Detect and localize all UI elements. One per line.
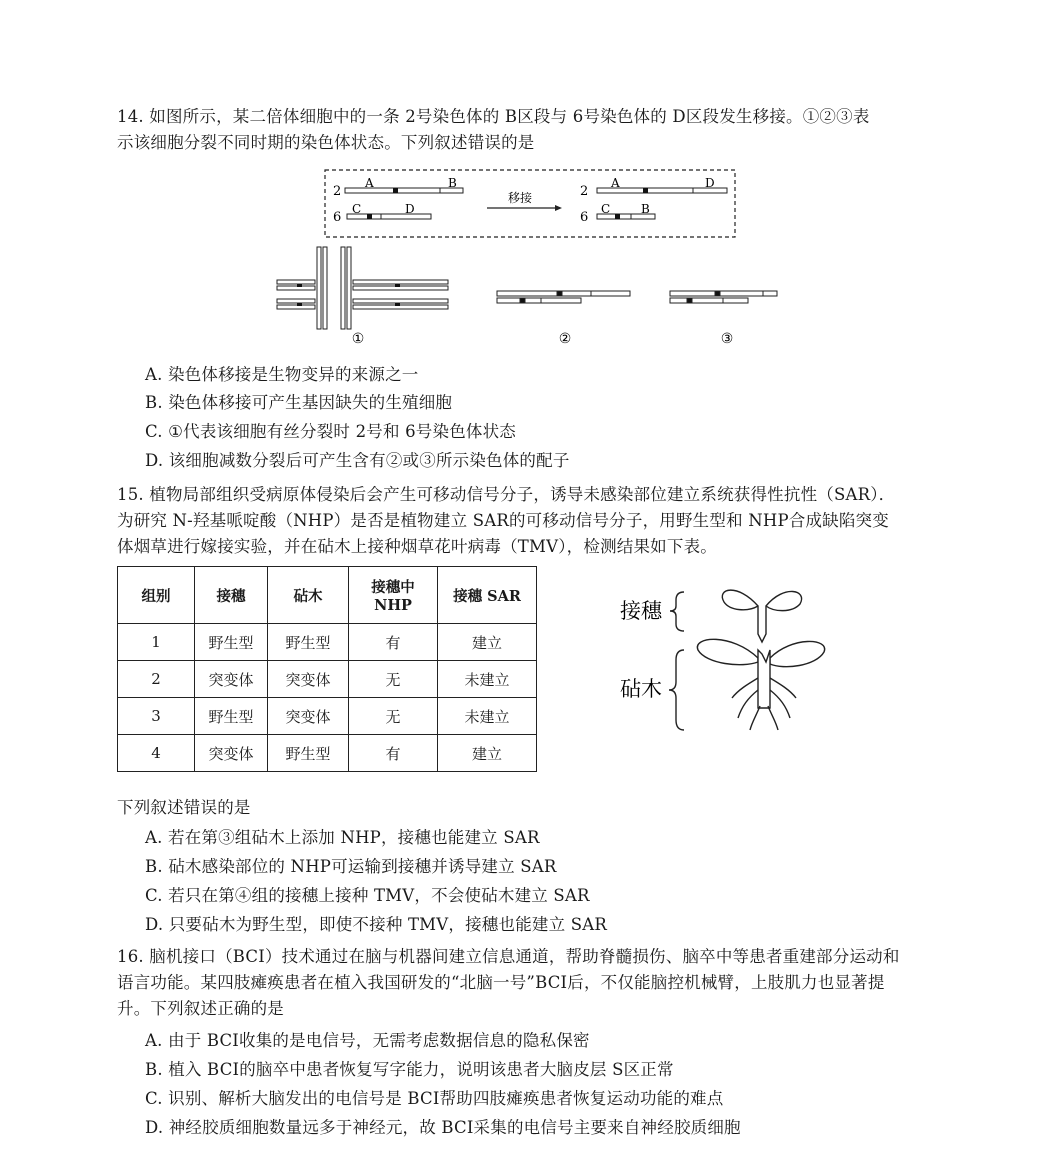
q16-option-d[interactable]: D. 神经胶质细胞数量远多于神经元，故 BCI采集的电信号主要来自神经胶质细胞	[145, 1118, 741, 1137]
table-row	[118, 624, 537, 661]
grafting-results-table	[117, 566, 537, 772]
cell-group: 2	[118, 661, 195, 698]
q16-option-a[interactable]: A. 由于 BCI收集的是电信号，无需考虑数据信息的隐私保密	[145, 1031, 590, 1050]
cell-sar: 未建立	[438, 698, 537, 735]
stage-2-chromosomes	[497, 291, 630, 303]
seg-b-after: B	[641, 202, 650, 216]
header-rootstock: 砧木	[268, 567, 349, 624]
q14-option-c[interactable]: C. ①代表该细胞有丝分裂时 2号和 6号染色体状态	[145, 422, 517, 441]
stage-2-label: ②	[558, 331, 572, 347]
stage-3-label: ③	[720, 331, 734, 347]
table-row	[118, 735, 537, 772]
header-group: 组别	[118, 567, 195, 624]
stage-1-label: ①	[351, 331, 365, 347]
stage-3-chromosomes	[670, 291, 777, 303]
seg-a-after: A	[611, 176, 620, 190]
q15-option-d[interactable]: D. 只要砧木为野生型，即使不接种 TMV，接穗也能建立 SAR	[145, 915, 607, 934]
header-scion-nhp	[349, 567, 438, 624]
q14-option-d[interactable]: D. 该细胞减数分裂后可产生含有②或③所示染色体的配子	[145, 451, 570, 470]
seg-b-before: B	[448, 176, 457, 190]
seg-c-after: C	[601, 202, 611, 216]
cell-group: 4	[118, 735, 195, 772]
header-scion: 接穗	[195, 567, 268, 624]
table-header-row	[118, 567, 537, 624]
cell-sar: 未建立	[438, 661, 537, 698]
seg-d-after: D	[705, 176, 715, 190]
q16-option-c[interactable]: C. 识别、解析大脑发出的电信号是 BCI帮助四肢瘫痪患者恢复运动功能的难点	[145, 1089, 724, 1108]
q14-option-b[interactable]: B. 染色体移接可产生基因缺失的生殖细胞	[145, 393, 453, 412]
cell-group: 3	[118, 698, 195, 735]
rootstock-label: 砧木	[620, 677, 662, 701]
header-scion-nhp-line1: 接穗中	[371, 579, 415, 596]
q16-stem-line3: 升。下列叙述正确的是	[117, 999, 284, 1018]
header-scion-nhp-line2: NHP	[374, 597, 412, 614]
grafting-figure	[612, 578, 852, 748]
cell-scion: 突变体	[195, 735, 268, 772]
seg-a-before: A	[365, 176, 374, 190]
label-chr2-before: 2	[333, 184, 342, 199]
table-row	[118, 661, 537, 698]
cell-scion: 野生型	[195, 698, 268, 735]
q15-question-stem: 下列叙述错误的是	[117, 798, 251, 817]
cell-rootstock: 野生型	[268, 624, 349, 661]
cell-nhp: 有	[349, 735, 438, 772]
q14-stem-line1: 14. 如图所示，某二倍体细胞中的一条 2号染色体的 B区段与 6号染色体的 D区段发生移接。①②③表	[117, 107, 870, 126]
label-chr6-after: 6	[580, 210, 589, 225]
seg-c-before: C	[352, 202, 362, 216]
arrow-label: 移接	[508, 191, 533, 205]
q15-option-b[interactable]: B. 砧木感染部位的 NHP可运输到接穗并诱导建立 SAR	[145, 857, 557, 876]
scion-drawing	[722, 590, 801, 642]
cell-scion: 突变体	[195, 661, 268, 698]
cell-scion: 野生型	[195, 624, 268, 661]
cell-rootstock: 野生型	[268, 735, 349, 772]
cell-nhp: 无	[349, 698, 438, 735]
table-row	[118, 698, 537, 735]
q16-option-b[interactable]: B. 植入 BCI的脑卒中患者恢复写字能力，说明该患者大脑皮层 S区正常	[145, 1060, 674, 1079]
q15-stem-line3: 体烟草进行嫁接实验，并在砧木上接种烟草花叶病毒（TMV），检测结果如下表。	[117, 537, 717, 556]
cell-rootstock: 突变体	[268, 661, 349, 698]
label-chr6-before: 6	[333, 210, 342, 225]
q15-option-a[interactable]: A. 若在第③组砧木上添加 NHP，接穗也能建立 SAR	[145, 828, 540, 847]
cell-sar: 建立	[438, 624, 537, 661]
stage-1-quadrivalent	[277, 247, 448, 329]
q14-option-a[interactable]: A. 染色体移接是生物变异的来源之一	[145, 365, 419, 384]
q16-stem-line1: 16. 脑机接口（BCI）技术通过在脑与机器间建立信息通道，帮助脊髓损伤、脑卒中等患者重建部分运动和	[117, 947, 900, 966]
scion-label: 接穗	[620, 599, 662, 623]
cell-sar: 建立	[438, 735, 537, 772]
q14-translocation-diagram	[275, 165, 785, 350]
cell-nhp: 无	[349, 661, 438, 698]
q15-stem-line2: 为研究 N-羟基哌啶酸（NHP）是否是植物建立 SAR的可移动信号分子，用野生型和 NHP合成缺陷突变	[117, 511, 889, 530]
q15-stem-line1: 15. 植物局部组织受病原体侵染后会产生可移动信号分子，诱导未感染部位建立系统获得性抗性（SAR）．	[117, 485, 896, 504]
header-scion-sar: 接穗 SAR	[438, 567, 537, 624]
cell-group: 1	[118, 624, 195, 661]
q14-stem-line2: 示该细胞分裂不同时期的染色体状态。下列叙述错误的是	[117, 133, 535, 152]
q15-option-c[interactable]: C. 若只在第④组的接穗上接种 TMV，不会使砧木建立 SAR	[145, 886, 590, 905]
q16-stem-line2: 语言功能。某四肢瘫痪患者在植入我国研发的“北脑一号”BCI后，不仅能脑控机械臂，上肢肌力也显著提	[117, 973, 885, 992]
cell-nhp: 有	[349, 624, 438, 661]
rootstock-drawing	[697, 639, 824, 730]
cell-rootstock: 突变体	[268, 698, 349, 735]
label-chr2-after: 2	[580, 184, 589, 199]
seg-d-before: D	[405, 202, 415, 216]
